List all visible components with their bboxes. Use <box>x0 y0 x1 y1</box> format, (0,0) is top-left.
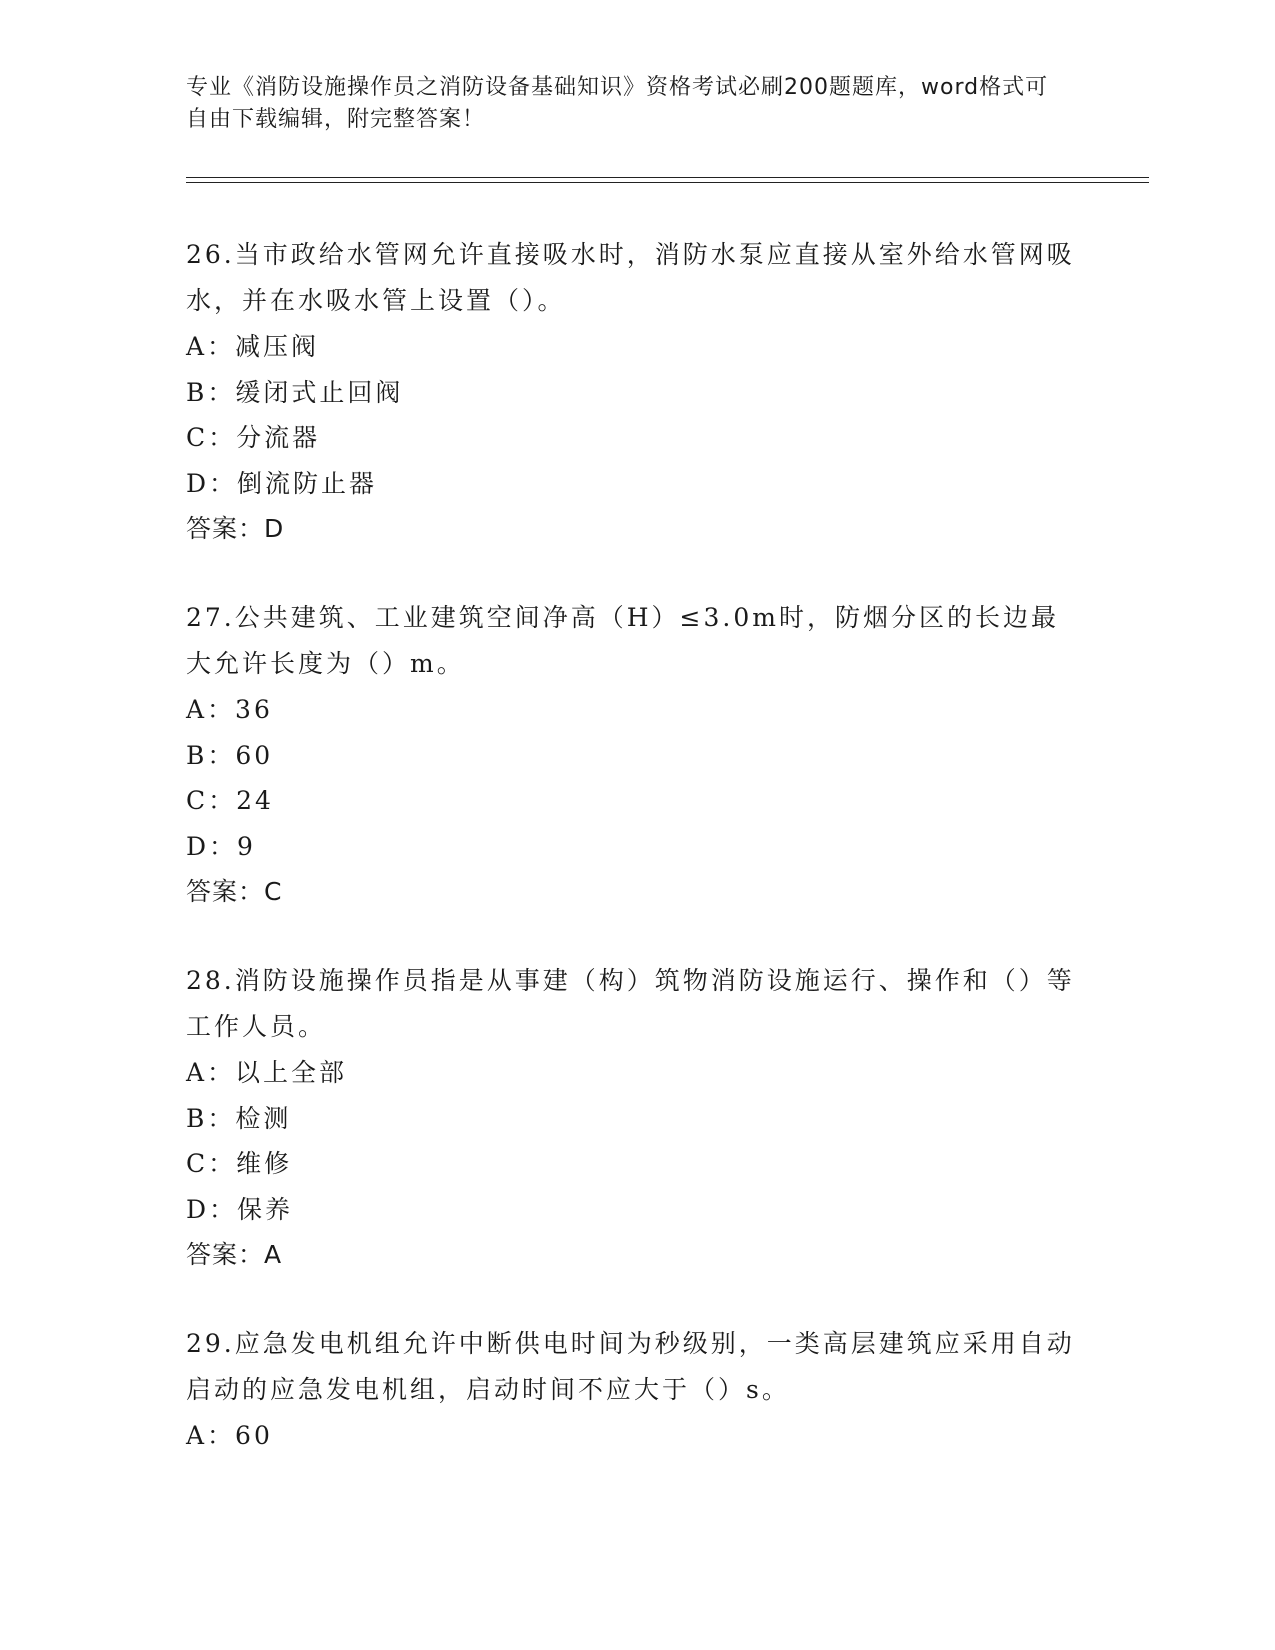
option-c: C：维修 <box>186 1149 293 1178</box>
question-27 <box>186 595 1086 915</box>
document-header: 专业《消防设施操作员之消防设备基础知识》资格考试必刷200题题库，word格式可自由下载编辑，附完整答案！ <box>186 75 1049 132</box>
question-stem: 29.应急发电机组允许中断供电时间为秒级别，一类高层建筑应采用自动启动的应急发电机组，启动时间不应大于（）s。 <box>186 1329 1075 1404</box>
option-a: A：以上全部 <box>186 1058 348 1087</box>
question-stem: 27.公共建筑、工业建筑空间净高（H）≤3.0m时，防烟分区的长边最大允许长度为（）m。 <box>186 603 1059 678</box>
option-b: B：缓闭式止回阀 <box>186 377 404 407</box>
option-d: D：保养 <box>186 1194 294 1224</box>
option-a: A：36 <box>186 695 273 724</box>
question-26 <box>186 232 1086 552</box>
answer-line: 答案：D <box>186 514 285 543</box>
option-a: A：60 <box>186 1421 273 1450</box>
header-divider-bottom <box>186 182 1149 183</box>
option-c: C：24 <box>186 786 274 815</box>
answer-line: 答案：A <box>186 1240 283 1269</box>
question-28 <box>186 958 1086 1278</box>
answer-line: 答案：C <box>186 877 283 906</box>
question-stem: 26.当市政给水管网允许直接吸水时，消防水泵应直接从室外给水管网吸水，并在水吸水管上设置（）。 <box>186 240 1075 315</box>
option-d: D：9 <box>186 831 256 861</box>
option-b: B：检测 <box>186 1103 292 1133</box>
header-divider-top <box>186 177 1149 178</box>
option-c: C：分流器 <box>186 423 321 452</box>
option-d: D：倒流防止器 <box>186 468 378 498</box>
question-stem: 28.消防设施操作员指是从事建（构）筑物消防设施运行、操作和（）等工作人员。 <box>186 966 1075 1041</box>
question-29 <box>186 1321 1086 1459</box>
option-a: A：减压阀 <box>186 332 320 361</box>
option-b: B：60 <box>186 740 274 770</box>
